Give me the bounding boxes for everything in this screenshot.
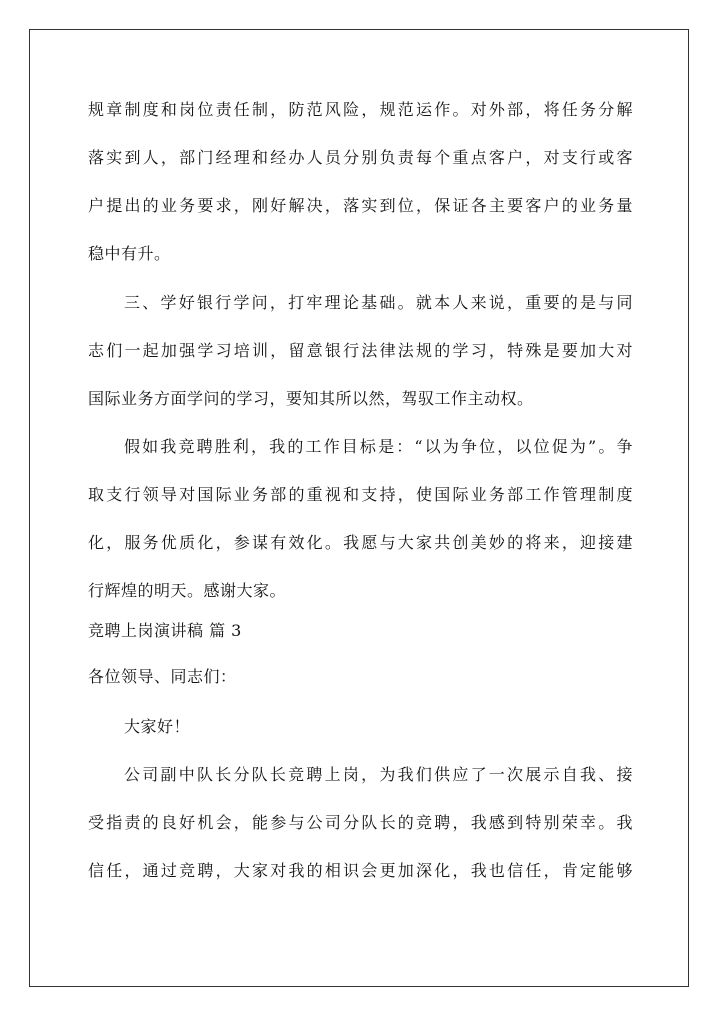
salutation: 各位领导、同志们： (88, 667, 237, 686)
section-title: 竞聘上岗演讲稿 篇 3 (88, 621, 242, 640)
text-line: 落实到人，部门经理和经办人员分别负责每个重点客户，对支行或客 (88, 148, 633, 167)
text-line: 志们一起加强学习培训，留意银行法律法规的学习，特殊是要加大对 (88, 341, 633, 360)
text-line: 公司副中队长分队长竞聘上岗，为我们供应了一次展示自我、接 (124, 765, 633, 784)
page-frame (29, 29, 689, 987)
text-line: 稳中有升。 (88, 244, 171, 263)
text-line: 假如我竞聘胜利，我的工作目标是：“以为争位，以位促为”。争 (124, 437, 633, 456)
text-line: 国际业务方面学问的学习，要知其所以然，驾驭工作主动权。 (88, 389, 534, 408)
text-line: 行辉煌的明天。感谢大家。 (88, 581, 287, 600)
greeting: 大家好！ (124, 717, 191, 736)
text-line: 受指责的良好机会，能参与公司分队长的竞聘，我感到特别荣幸。我 (88, 813, 633, 832)
text-line: 规章制度和岗位责任制，防范风险，规范运作。对外部，将任务分解 (88, 100, 633, 119)
text-line: 信任，通过竞聘，大家对我的相识会更加深化，我也信任，肯定能够 (88, 861, 633, 880)
text-line: 化，服务优质化，参谋有效化。我愿与大家共创美妙的将来，迎接建 (88, 533, 633, 552)
text-line: 户提出的业务要求，刚好解决，落实到位，保证各主要客户的业务量 (88, 196, 633, 215)
text-line: 三、学好银行学问，打牢理论基础。就本人来说，重要的是与同 (124, 293, 633, 312)
text-line: 取支行领导对国际业务部的重视和支持，使国际业务部工作管理制度 (88, 485, 633, 504)
